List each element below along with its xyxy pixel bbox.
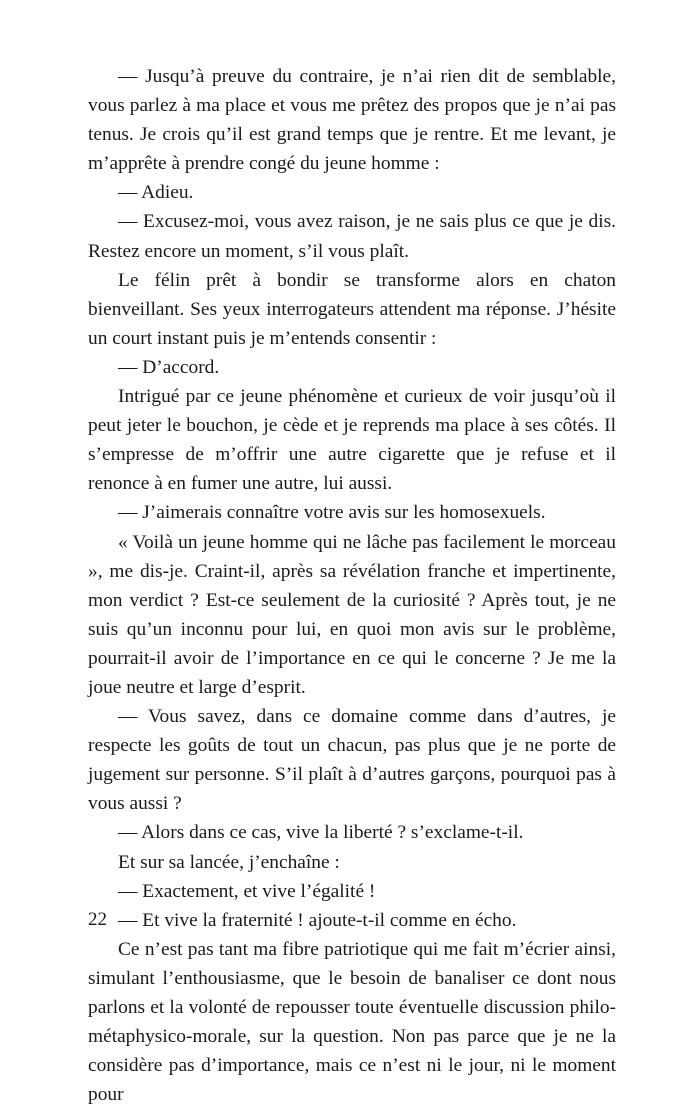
- paragraph: « Voilà un jeune homme qui ne lâche pas facilement le morceau », me dis-je. Craint-il, après sa révélation franche et impertinente, mon verdict ? Est-ce seulement de la curiosité ? Après tout, je ne suis qu’un inconnu pour lui, en quoi mon avis sur le problème, pourrait-il avoir de l’importance en ce qui le concerne ? Je me la joue neutre et large d’esprit.: [88, 531, 616, 698]
- paragraph: — Et vive la fraternité ! ajoute-t-il comme en écho.: [118, 909, 517, 931]
- page-number: 22: [88, 909, 107, 930]
- paragraph: Intrigué par ce jeune phénomène et curieux de voir jusqu’où il peut jeter le bouchon, je cède et je reprends ma place à ses côtés. Il s’empresse de m’offrir une autre cigarette que je refuse et il renonce à en fumer une autre, lui aussi.: [88, 386, 616, 495]
- paragraph: Le félin prêt à bondir se transforme alors en chaton bienveillant. Ses yeux interrogateurs attendent ma réponse. J’hésite un court instant puis je m’entends consentir :: [88, 269, 616, 349]
- paragraph: Et sur sa lancée, j’enchaîne :: [118, 851, 340, 873]
- body-text: [88, 62, 616, 1109]
- paragraph: — Jusqu’à preuve du contraire, je n’ai rien dit de semblable, vous parlez à ma place et vous me prêtez des propos que je n’ai pas tenus. Je crois qu’il est grand temps que je rentre. Et me levant, je m’apprête à prendre congé du jeune homme :: [88, 66, 616, 175]
- paragraph: — Vous savez, dans ce domaine comme dans d’autres, je respecte les goûts de tout un chacun, pas plus que je ne porte de jugement sur personne. S’il plaît à d’autres garçons, pourquoi pas à vous aussi ?: [88, 706, 616, 815]
- paragraph: — D’accord.: [118, 356, 220, 378]
- paragraph: Ce n’est pas tant ma fibre patriotique qui me fait m’écrier ainsi, simulant l’enthousiasme, que le besoin de banaliser ce dont nous parlons et la volonté de repousser toute éventuelle discussion philo-métaphysico-morale, sur la question. Non pas parce que je ne la considère pas d’importance, mais ce n’est ni le jour, ni le moment pour: [88, 938, 616, 1106]
- paragraph: — Excusez-moi, vous avez raison, je ne sais plus ce que je dis. Restez encore un moment, s’il vous plaît.: [88, 211, 616, 262]
- paragraph: — Exactement, et vive l’égalité !: [118, 880, 376, 902]
- paragraph: — Alors dans ce cas, vive la liberté ? s’exclame-t-il.: [118, 822, 524, 844]
- paragraph: — Adieu.: [118, 182, 194, 204]
- paragraph: — J’aimerais connaître votre avis sur les homosexuels.: [118, 502, 546, 524]
